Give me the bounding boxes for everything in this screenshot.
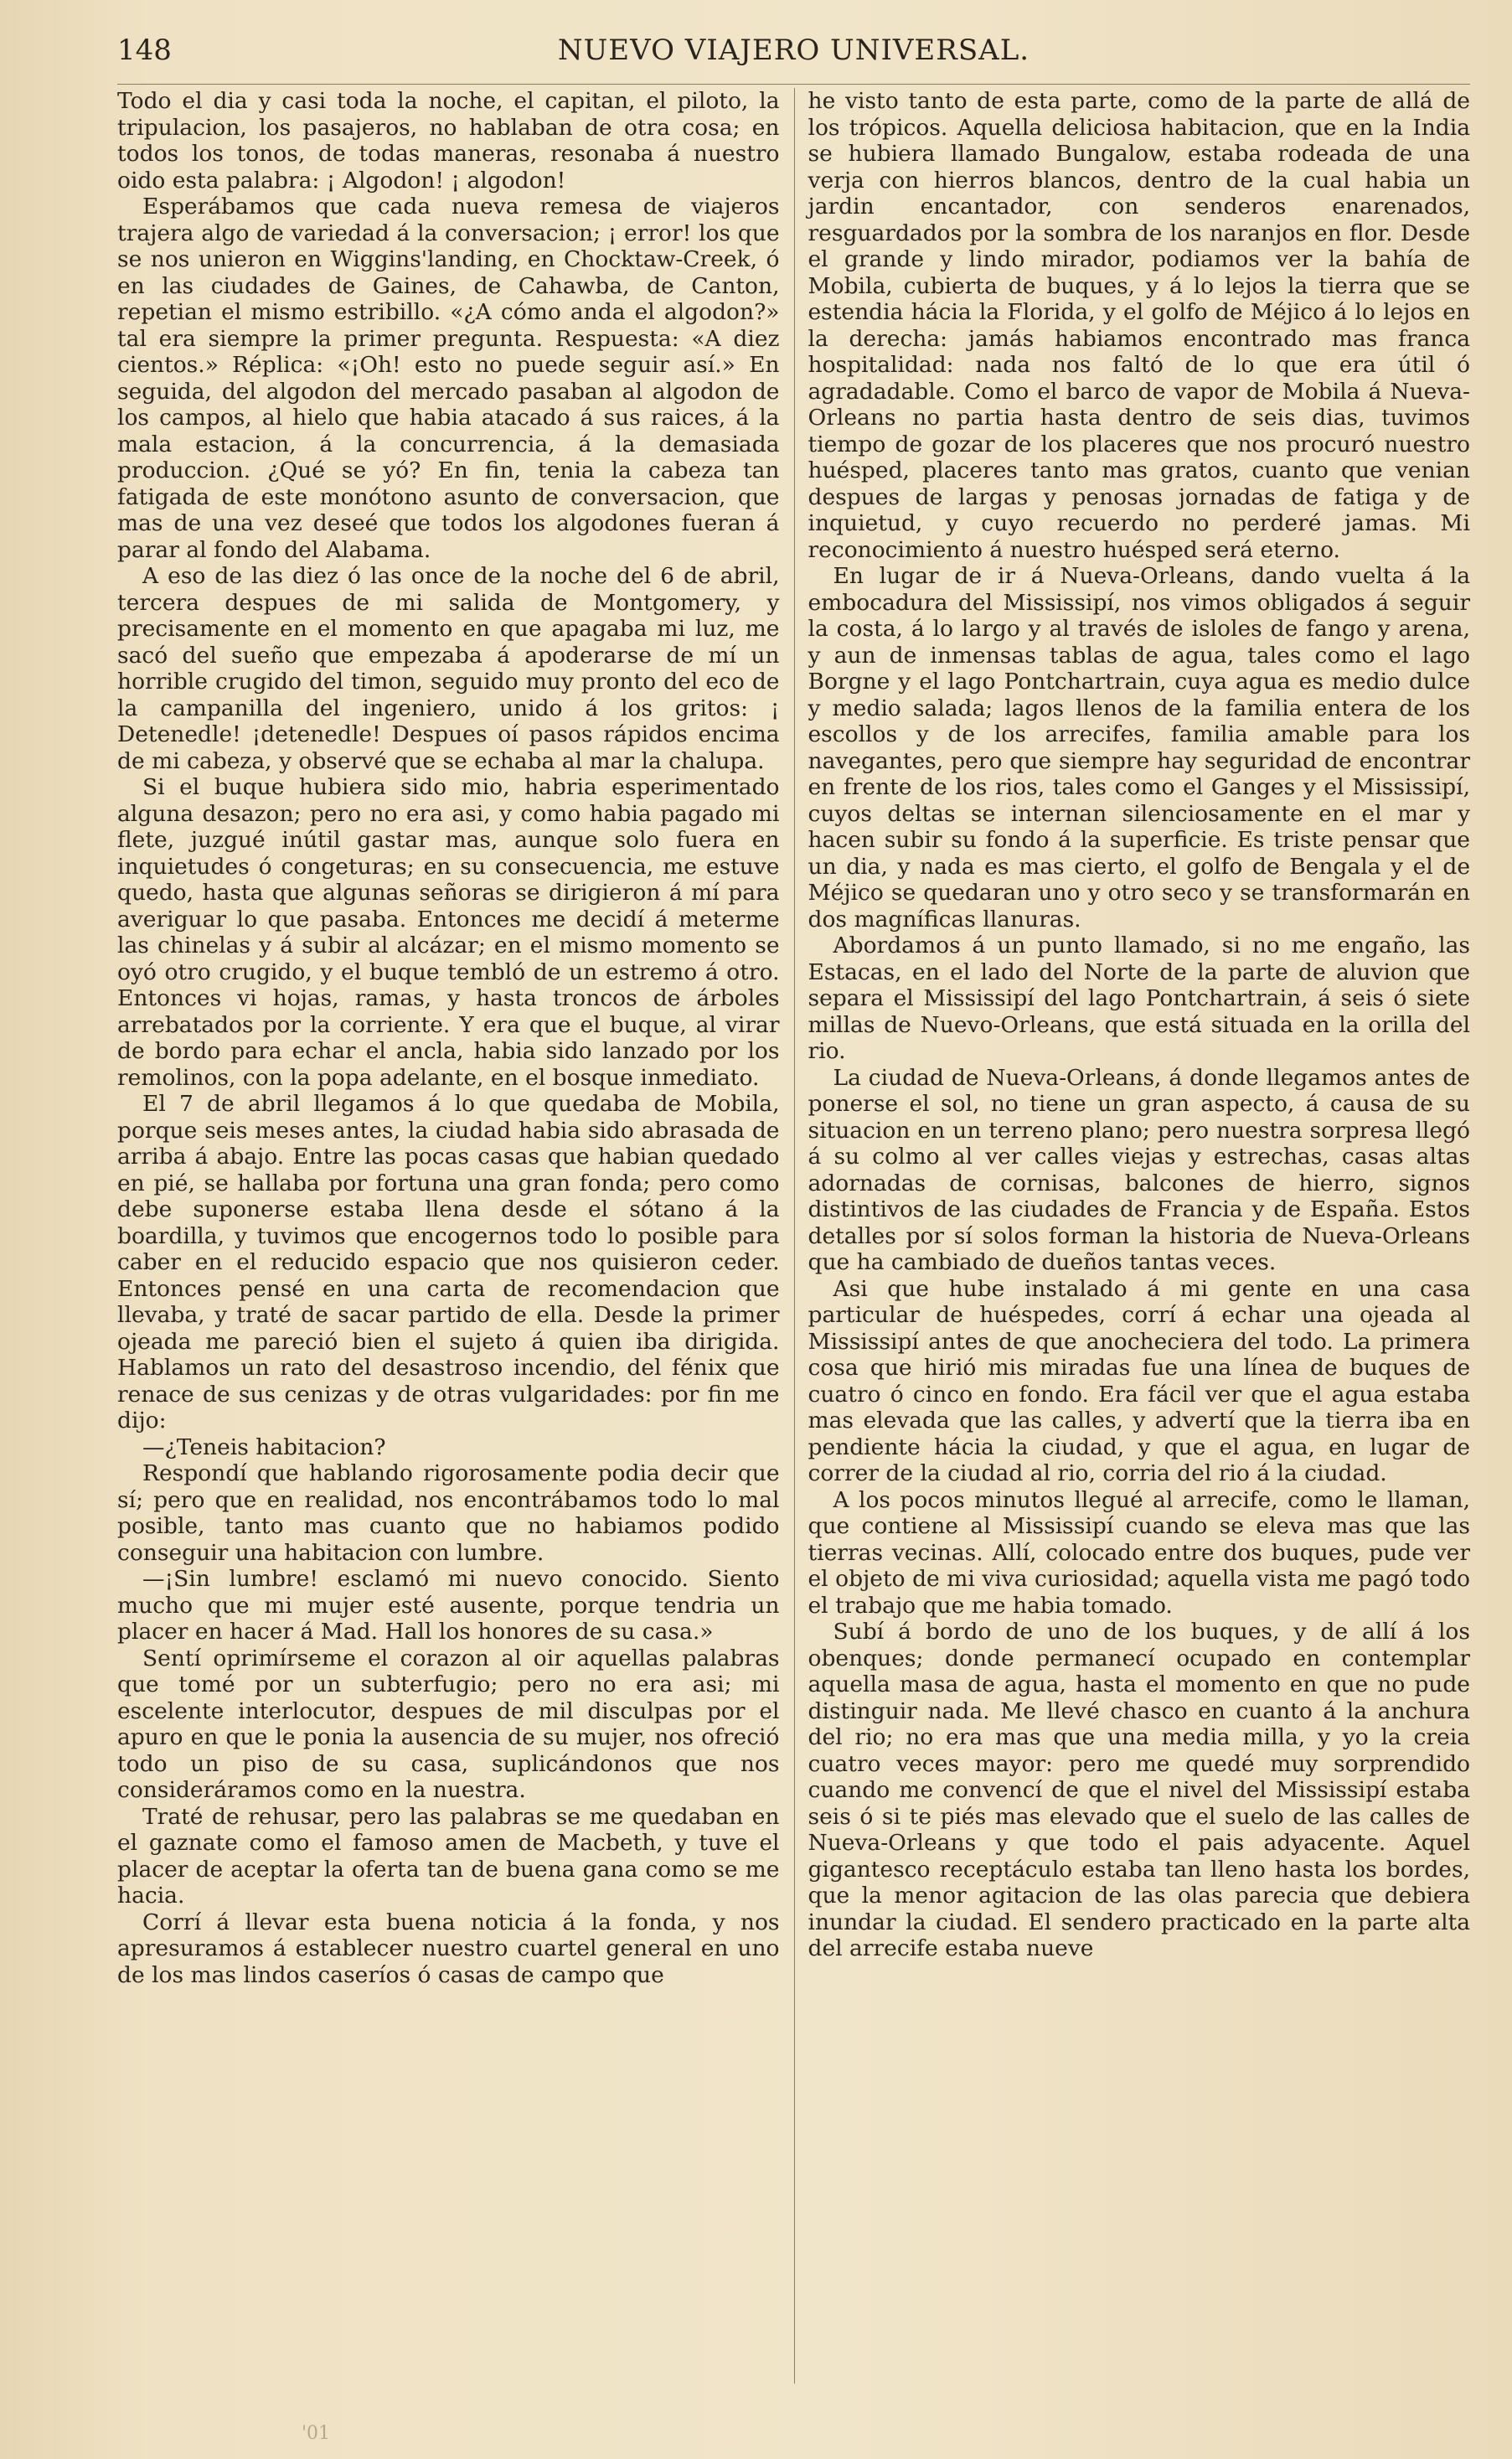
paragraph: —¡Sin lumbre! esclamó mi nuevo conocido. Siento mucho que mi mujer esté ausente, porque tendria un placer en hacer á Mad. Hall los honores de su casa.» (117, 1566, 780, 1645)
paragraph: Asi que hube instalado á mi gente en una casa particular de huéspedes, corrí á echar una ojeada al Mississipí antes de que anocheciera del todo. La primera cosa que hirió mis miradas fue una línea de buques de cuatro ó cinco en fondo. Era fácil ver que el agua estaba mas elevada que las calles, y advertí que la tierra iba en pendiente hácia la ciudad, y que el agua, en lugar de correr de la ciudad al rio, corria del rio á la ciudad. (808, 1275, 1470, 1486)
paragraph: Respondí que hablando rigorosamente podia decir que sí; pero que en realidad, nos encontrábamos todo lo mal posible, tanto mas cuanto que no habiamos podido conseguir una habitacion con lumbre. (117, 1460, 780, 1566)
footer-mark: '01 (302, 2423, 331, 2444)
paragraph: he visto tanto de esta parte, como de la parte de allá de los trópicos. Aquella deliciosa habitacion, que en la India se hubiera llamado Bungalow, estaba rodeada de una verja con hierros blancos, dentro de la cual habia un jardin encantador, con senderos enarenados, resguardados por la sombra de los naranjos en flor. Desde el grande y lindo mirador, podiamos ver la bahía de Mobila, cubierta de buques, y á lo lejos la tierra que se estendia hácia la Florida, y el golfo de Méjico á lo lejos en la derecha: jamás habiamos encontrado mas franca hospitalidad: nada nos faltó de lo que era útil ó agradadable. Como el barco de vapor de Mobila á Nueva-Orleans no partia hasta dentro de seis dias, tuvimos tiempo de gozar de los placeres que nos procuró nuestro huésped, placeres tanto mas gratos, cuanto que venian despues de largas y penosas jornadas de fatiga y de inquietud, y cuyo recuerdo no perderé jamas. Mi reconocimiento á nuestro huésped será eterno. (808, 88, 1470, 563)
paragraph: Todo el dia y casi toda la noche, el capitan, el piloto, la tripulacion, los pasajeros, no hablaban de otra cosa; en todos los tonos, de todas maneras, resonaba á nuestro oido esta palabra: ¡ Algodon! ¡ algodon! (117, 88, 780, 194)
text-columns (117, 88, 1470, 2384)
paragraph: Traté de rehusar, pero las palabras se me quedaban en el gaznate como el famoso amen de Macbeth, y tuve el placer de aceptar la oferta tan de buena gana como se me hacia. (117, 1803, 780, 1909)
paragraph: A los pocos minutos llegué al arrecife, como le llaman, que contiene al Mississipí cuando se eleva mas que las tierras vecinas. Allí, colocado entre dos buques, pude ver el objeto de mi viva curiosidad; aquella vista me pagó todo el trabajo que me habia tomado. (808, 1486, 1470, 1619)
paragraph: A eso de las diez ó las once de la noche del 6 de abril, tercera despues de mi salida de Montgomery, y precisamente en el momento en que apagaba mi luz, me sacó del sueño que empezaba á apoderarse de mí un horrible crugido del timon, seguido muy pronto del eco de la campanilla del ingeniero, unido á los gritos: ¡ Detenedle! ¡detenedle! Despues oí pasos rápidos encima de mi cabeza, y observé que se echaba al mar la chalupa. (117, 563, 780, 774)
page-header (117, 34, 1470, 85)
paragraph: La ciudad de Nueva-Orleans, á donde llegamos antes de ponerse el sol, no tiene un gran aspecto, á causa de su situacion en un terreno plano; pero nuestra sorpresa llegó á su colmo al ver calles viejas y estrechas, casas altas adornadas de cornisas, balcones de hierro, signos distintivos de las ciudades de Francia y de España. Estos detalles por sí solos forman la historia de Nueva-Orleans que ha cambiado de dueños tantas veces. (808, 1064, 1470, 1275)
running-title: NUEVO VIAJERO UNIVERSAL. (557, 34, 1030, 67)
paragraph: Esperábamos que cada nueva remesa de viajeros trajera algo de variedad á la conversacion; ¡ error! los que se nos unieron en Wiggins'landing, en Chocktaw-Creek, ó en las ciudades de Gaines, de Cahawba, de Canton, repetian el mismo estribillo. «¿A cómo anda el algodon?» tal era siempre la primer pregunta. Respuesta: «A diez cientos.» Réplica: «¡Oh! esto no puede seguir así.» En seguida, del algodon del mercado pasaban al algodon de los campos, al hielo que habia atacado á sus raices, á la mala estacion, á la concurrencia, á la demasiada produccion. ¿Qué se yó? En fin, tenia la cabeza tan fatigada de este monótono asunto de conversacion, que mas de una vez deseé que todos los algodones fueran á parar al fondo del Alabama. (117, 194, 780, 563)
paragraph: Si el buque hubiera sido mio, habria esperimentado alguna desazon; pero no era asi, y como habia pagado mi flete, juzgué inútil gastar mas, aunque solo fuera en inquietudes ó congeturas; en su consecuencia, me estuve quedo, hasta que algunas señoras se dirigieron á mí para averiguar lo que pasaba. Entonces me decidí á meterme las chinelas y á subir al alcázar; en el mismo momento se oyó otro crugido, y el buque tembló de un estremo á otro. Entonces vi hojas, ramas, y hasta troncos de árboles arrebatados por la corriente. Y era que el buque, al virar de bordo para echar el ancla, habia sido lanzado por los remolinos, con la popa adelante, en el bosque inmediato. (117, 774, 780, 1091)
paragraph: En lugar de ir á Nueva-Orleans, dando vuelta á la embocadura del Mississipí, nos vimos obligados á seguir la costa, á lo largo y al través de isloles de fango y arena, y aun de inmensas tablas de agua, tales como el lago Borgne y el lago Pontchartrain, cuya agua es medio dulce y medio salada; lagos llenos de la familia entera de los escollos y de los arrecifes, familia amable para los navegantes, pero que siempre hay seguridad de encontrar en frente de los rios, tales como el Ganges y el Mississipí, cuyos deltas se internan silenciosamente en el mar y hacen subir su fondo á la superficie. Es triste pensar que un dia, y nada es mas cierto, el golfo de Bengala y el de Méjico se quedaran uno y otro seco y se transformarán en dos magníficas llanuras. (808, 563, 1470, 932)
left-column (117, 88, 780, 2384)
right-column (808, 88, 1471, 2384)
paragraph: El 7 de abril llegamos á lo que quedaba de Mobila, porque seis meses antes, la ciudad habia sido abrasada de arriba á abajo. Entre las pocas casas que habian quedado en pié, se hallaba por fortuna una gran fonda; pero como debe suponerse estaba llena desde el sótano á la boardilla, y tuvimos que encogernos todo lo posible para caber en el reducido espacio que nos quisieron ceder. Entonces pensé en una carta de recomendacion que llevaba, y traté de sacar partido de ella. Desde la primer ojeada me pareció bien el sujeto á quien iba dirigida. Hablamos un rato del desastroso incendio, del fénix que renace de sus cenizas y de otras vulgaridades: por fin me dijo: (117, 1091, 780, 1434)
paragraph: —¿Teneis habitacion? (142, 1434, 386, 1460)
paragraph: Abordamos á un punto llamado, si no me engaño, las Estacas, en el lado del Norte de la parte de aluvion que separa el Mississipí del lago Pontchartrain, á seis ó siete millas de Nuevo-Orleans, que está situada en la orilla del rio. (808, 932, 1470, 1064)
paragraph: Corrí á llevar esta buena noticia á la fonda, y nos apresuramos á establecer nuestro cuartel general en uno de los mas lindos caseríos ó casas de campo que (117, 1909, 780, 1988)
paragraph: Sentí oprimírseme el corazon al oir aquellas palabras que tomé por un subterfugio; pero no era asi; mi escelente interlocutor, despues de mil disculpas por el apuro en que le ponia la ausencia de su mujer, nos ofreció todo un piso de su casa, suplicándonos que nos consideráramos como en la nuestra. (117, 1645, 780, 1803)
paragraph: Subí á bordo de uno de los buques, y de allí á los obenques; donde permanecí ocupado en contemplar aquella masa de agua, hasta el momento en que no pude distinguir nada. Me llevé chasco en cuanto á la anchura del rio; no era mas que una media milla, y yo la creia cuatro veces mayor: pero me quedé muy sorprendido cuando me convencí de que el nivel del Mississipí estaba seis ó si te piés mas elevado que el suelo de las calles de Nueva-Orleans y que todo el pais adyacente. Aquel gigantesco receptáculo estaba tan lleno hasta los bordes, que la menor agitacion de las olas parecia que debiera inundar la ciudad. El sendero practicado en la parte alta del arrecife estaba nueve (808, 1619, 1470, 1961)
page-number: 148 (117, 34, 172, 67)
